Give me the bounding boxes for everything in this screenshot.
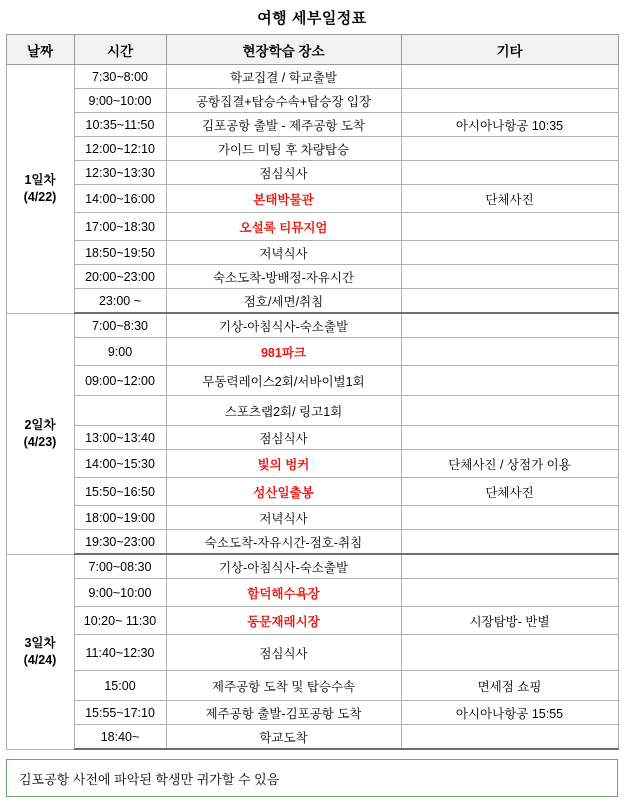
place-cell: 빛의 벙커 [166, 450, 401, 478]
table-row [6, 478, 618, 506]
place-cell: 제주공항 출발-김포공항 도착 [166, 701, 401, 725]
etc-cell: 시장탐방- 반별 [401, 607, 618, 635]
time-cell: 9:00 [74, 338, 166, 366]
etc-cell [401, 313, 618, 338]
etc-cell [401, 579, 618, 607]
table-row [6, 137, 618, 161]
place-cell: 가이드 미팅 후 차량탑승 [166, 137, 401, 161]
time-cell: 20:00~23:00 [74, 265, 166, 289]
table-row [6, 450, 618, 478]
time-cell: 17:00~18:30 [74, 213, 166, 241]
table-row [6, 89, 618, 113]
place-cell: 동문재래시장 [166, 607, 401, 635]
etc-cell [401, 725, 618, 750]
place-cell: 성산일출봉 [166, 478, 401, 506]
table-row [6, 607, 618, 635]
time-cell: 7:30~8:00 [74, 65, 166, 89]
time-cell: 15:00 [74, 671, 166, 701]
etc-cell: 아시아나항공 15:55 [401, 701, 618, 725]
column-header-place: 현장학습 장소 [166, 35, 401, 65]
time-cell: 15:55~17:10 [74, 701, 166, 725]
table-body [6, 65, 618, 750]
table-row [6, 313, 618, 338]
page-title: 여행 세부일정표 [257, 10, 367, 27]
etc-cell [401, 65, 618, 89]
table-row [6, 506, 618, 530]
table-header [6, 35, 618, 65]
time-cell: 10:20~ 11:30 [74, 607, 166, 635]
place-cell: 오설록 티뮤지엄 [166, 213, 401, 241]
table-row [6, 635, 618, 671]
table-row [6, 113, 618, 137]
place-cell: 김포공항 출발 - 제주공항 도착 [166, 113, 401, 137]
etc-cell [401, 506, 618, 530]
etc-cell [401, 426, 618, 450]
place-cell: 제주공항 도착 및 탑승수속 [166, 671, 401, 701]
time-cell: 11:40~12:30 [74, 635, 166, 671]
time-cell: 14:00~16:00 [74, 185, 166, 213]
footer-note-text: 김포공항 사전에 파악된 학생만 귀가할 수 있음 [19, 771, 280, 787]
time-cell [74, 396, 166, 426]
etc-cell [401, 137, 618, 161]
table-row [6, 65, 618, 89]
etc-cell [401, 89, 618, 113]
table-row [6, 396, 618, 426]
header-row [6, 35, 618, 65]
etc-cell: 단체사진 [401, 478, 618, 506]
etc-cell [401, 241, 618, 265]
table-row [6, 265, 618, 289]
place-cell: 저녁식사 [166, 506, 401, 530]
etc-cell: 면세점 쇼핑 [401, 671, 618, 701]
time-cell: 19:30~23:00 [74, 530, 166, 555]
place-cell: 점심식사 [166, 635, 401, 671]
place-cell: 점호/세면/취침 [166, 289, 401, 314]
column-header-etc: 기타 [401, 35, 618, 65]
time-cell: 18:00~19:00 [74, 506, 166, 530]
place-cell: 기상-아침식사-숙소출발 [166, 554, 401, 579]
column-header-date: 날짜 [6, 35, 74, 65]
etc-cell [401, 338, 618, 366]
table-row [6, 579, 618, 607]
day-label: 2일차 [24, 417, 56, 432]
etc-cell: 단체사진 [401, 185, 618, 213]
table-row [6, 701, 618, 725]
time-cell: 13:00~13:40 [74, 426, 166, 450]
etc-cell [401, 635, 618, 671]
place-cell: 숙소도착-자유시간-점호-취침 [166, 530, 401, 555]
footer-note [6, 759, 618, 797]
day-date: (4/24) [23, 652, 57, 667]
time-cell: 23:00 ~ [74, 289, 166, 314]
etc-cell [401, 213, 618, 241]
place-cell: 학교도착 [166, 725, 401, 750]
etc-cell [401, 396, 618, 426]
place-cell: 점심식사 [166, 161, 401, 185]
time-cell: 15:50~16:50 [74, 478, 166, 506]
etc-cell [401, 265, 618, 289]
table-row [6, 530, 618, 555]
place-cell: 숙소도착-방배정-자유시간 [166, 265, 401, 289]
time-cell: 9:00~10:00 [74, 89, 166, 113]
time-cell: 14:00~15:30 [74, 450, 166, 478]
table-row [6, 426, 618, 450]
table-row [6, 725, 618, 750]
day-cell [6, 554, 74, 749]
place-cell: 스포츠랩2회/ 링고1회 [166, 396, 401, 426]
day-cell [6, 313, 74, 554]
place-cell: 학교집결 / 학교출발 [166, 65, 401, 89]
etc-cell: 단체사진 / 상점가 이용 [401, 450, 618, 478]
day-date: (4/22) [23, 189, 57, 204]
place-cell: 981파크 [166, 338, 401, 366]
day-label: 3일차 [24, 635, 56, 650]
time-cell: 18:50~19:50 [74, 241, 166, 265]
table-row [6, 289, 618, 314]
place-cell: 무동력레이스2회/서바이벌1회 [166, 366, 401, 396]
place-cell: 본태박물관 [166, 185, 401, 213]
etc-cell [401, 530, 618, 555]
table-row [6, 554, 618, 579]
place-cell: 저녁식사 [166, 241, 401, 265]
place-cell: 공항집결+탑승수속+탑승장 입장 [166, 89, 401, 113]
day-cell [6, 65, 74, 314]
time-cell: 12:30~13:30 [74, 161, 166, 185]
place-cell: 함덕해수욕장 [166, 579, 401, 607]
table-row [6, 671, 618, 701]
time-cell: 10:35~11:50 [74, 113, 166, 137]
table-row [6, 161, 618, 185]
table-row [6, 241, 618, 265]
time-cell: 09:00~12:00 [74, 366, 166, 396]
table-row [6, 185, 618, 213]
time-cell: 12:00~12:10 [74, 137, 166, 161]
table-row [6, 338, 618, 366]
etc-cell [401, 289, 618, 314]
day-date: (4/23) [23, 434, 57, 449]
table-row [6, 213, 618, 241]
day-label: 1일차 [24, 172, 56, 187]
schedule-table [6, 34, 619, 750]
etc-cell [401, 161, 618, 185]
etc-cell [401, 366, 618, 396]
time-cell: 18:40~ [74, 725, 166, 750]
place-cell: 기상-아침식사-숙소출발 [166, 313, 401, 338]
time-cell: 7:00~08:30 [74, 554, 166, 579]
time-cell: 7:00~8:30 [74, 313, 166, 338]
time-cell: 9:00~10:00 [74, 579, 166, 607]
table-row [6, 366, 618, 396]
etc-cell [401, 554, 618, 579]
place-cell: 점심식사 [166, 426, 401, 450]
etc-cell: 아시아나항공 10:35 [401, 113, 618, 137]
column-header-time: 시간 [74, 35, 166, 65]
